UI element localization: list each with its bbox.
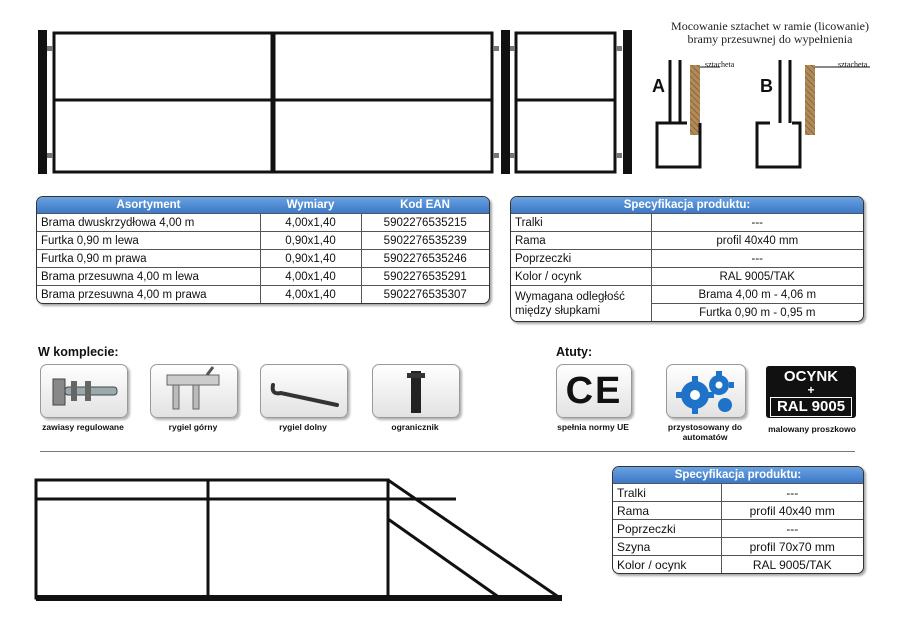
assortment-name: Furtka 0,90 m lewa: [37, 232, 260, 250]
table-row: [37, 286, 489, 304]
spec2-label: Poprzeczki: [613, 520, 721, 538]
assortment-ean: 5902276535239: [361, 232, 489, 250]
gears-icon: [667, 365, 745, 417]
upper-bolt-icon: [151, 365, 237, 417]
spec1-header: Specyfikacja produktu:: [511, 197, 863, 214]
spec2-label: Kolor / ocynk: [613, 556, 721, 574]
table-row: [613, 520, 863, 538]
spec1-label: Poprzeczki: [511, 250, 651, 268]
spec2-value: ---: [721, 520, 863, 538]
assortment-name: Brama przesuwna 4,00 m lewa: [37, 268, 260, 286]
assortment-size: 4,00x1,40: [260, 214, 361, 232]
spec2-label: Rama: [613, 502, 721, 520]
divider: [40, 451, 855, 452]
badge-line1: OCYNK: [783, 368, 839, 385]
table-row: [511, 214, 863, 232]
badge-caption: malowany proszkowo: [768, 424, 856, 434]
table-row: [613, 484, 863, 502]
mount-diagram: [645, 55, 885, 180]
hinge-icon: [41, 365, 127, 417]
spec2-value: profil 40x40 mm: [721, 502, 863, 520]
spec2-value: profil 70x70 mm: [721, 538, 863, 556]
table-row: [511, 250, 863, 268]
spec1-distance-gate: Brama 4,00 m - 4,06 m: [651, 286, 863, 304]
spec1-value: ---: [651, 214, 863, 232]
kit-item-hinges: [40, 364, 128, 418]
gears-badge: [666, 364, 746, 418]
spec1-label: Tralki: [511, 214, 651, 232]
assortment-header-size: Wymiary: [260, 197, 361, 214]
assortment-size: 4,00x1,40: [260, 286, 361, 304]
table-row: [511, 286, 863, 304]
kit-item-upper-bolt: [150, 364, 238, 418]
assortment-header-name: Asortyment: [37, 197, 260, 214]
mount-b-label: sztacheta: [838, 60, 868, 69]
spec-table-2: [612, 466, 864, 574]
kit-item-lower-bolt: [260, 364, 348, 418]
mount-title: Mocowanie sztachet w ramie (licowanie) bramy przesuwnej do wypełnienia: [671, 19, 869, 46]
advantages-label: Atuty:: [556, 345, 593, 359]
kit-label: W komplecie:: [38, 345, 119, 359]
spec1-distance-wicket: Furtka 0,90 m - 0,95 m: [651, 304, 863, 322]
stopper-icon: [373, 365, 459, 417]
zinc-ral-badge: [766, 366, 856, 418]
kit-item-label: rygiel górny: [168, 422, 218, 432]
table-row: [613, 556, 863, 574]
kit-item-label: zawiasy regulowane: [42, 422, 124, 432]
assortment-size: 4,00x1,40: [260, 268, 361, 286]
table-row: [37, 268, 489, 286]
assortment-size: 0,90x1,40: [260, 232, 361, 250]
badge-line2: RAL 9005: [770, 397, 852, 417]
ce-caption: spełnia normy UE: [557, 422, 629, 432]
ce-mark: [556, 364, 632, 418]
table-row: [511, 268, 863, 286]
ce-mark-icon: CE: [565, 370, 623, 412]
table-row: [613, 502, 863, 520]
spec2-label: Tralki: [613, 484, 721, 502]
badge-plus: +: [807, 383, 815, 397]
sliding-gate-drawing: [30, 474, 570, 610]
spec2-label: Szyna: [613, 538, 721, 556]
assortment-ean: 5902276535215: [361, 214, 489, 232]
spec1-value: RAL 9005/TAK: [651, 268, 863, 286]
assortment-ean: 5902276535307: [361, 286, 489, 304]
spec1-value: ---: [651, 250, 863, 268]
table-row: [37, 250, 489, 268]
table-row: [613, 538, 863, 556]
spec1-label: Kolor / ocynk: [511, 268, 651, 286]
spec-table-1: [510, 196, 864, 322]
spec1-distance-label: Wymagana odległość między słupkami: [511, 286, 651, 322]
assortment-ean: 5902276535291: [361, 268, 489, 286]
mount-a-label: sztacheta: [705, 60, 735, 69]
assortment-table: [36, 196, 490, 304]
assortment-header-ean: Kod EAN: [361, 197, 489, 214]
double-gate-drawing: [34, 26, 634, 176]
kit-item-label: rygiel dolny: [279, 422, 327, 432]
spec2-value: ---: [721, 484, 863, 502]
kit-item-label: ogranicznik: [391, 422, 439, 432]
assortment-name: Furtka 0,90 m prawa: [37, 250, 260, 268]
spec1-label: Rama: [511, 232, 651, 250]
mount-a-letter: A: [652, 76, 665, 96]
mount-b-letter: B: [760, 76, 773, 96]
table-row: [37, 232, 489, 250]
assortment-name: Brama dwuskrzydłowa 4,00 m: [37, 214, 260, 232]
table-row: [37, 214, 489, 232]
assortment-name: Brama przesuwna 4,00 m prawa: [37, 286, 260, 304]
spec2-value: RAL 9005/TAK: [721, 556, 863, 574]
spec1-value: profil 40x40 mm: [651, 232, 863, 250]
table-row: [511, 232, 863, 250]
kit-item-stopper: [372, 364, 460, 418]
lower-bolt-icon: [261, 365, 347, 417]
assortment-ean: 5902276535246: [361, 250, 489, 268]
spec2-header: Specyfikacja produktu:: [613, 467, 863, 484]
assortment-size: 0,90x1,40: [260, 250, 361, 268]
gears-caption: przystosowany do automatów: [667, 422, 743, 442]
